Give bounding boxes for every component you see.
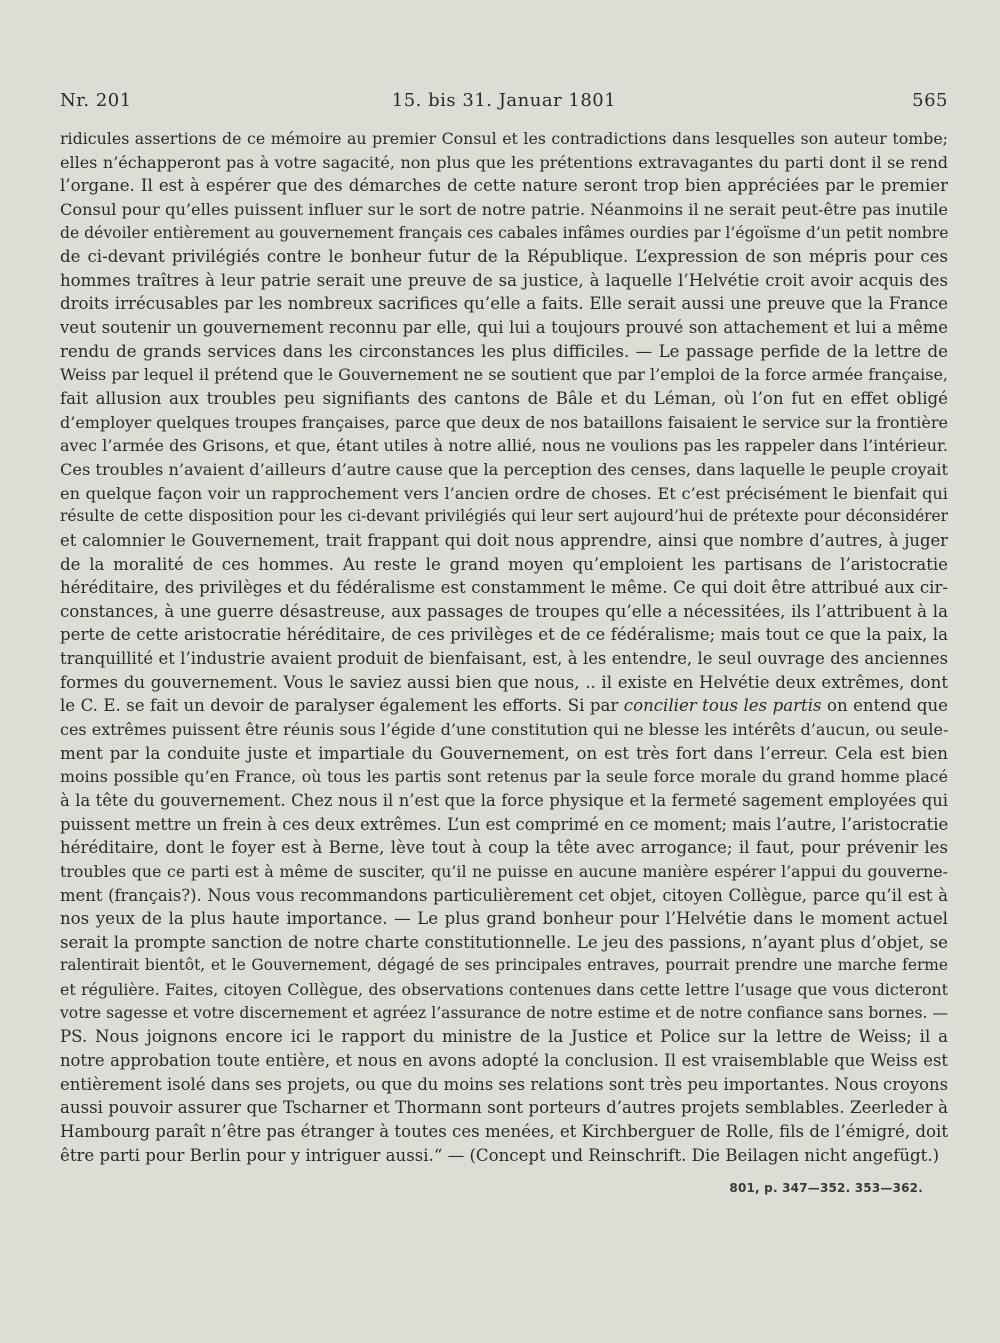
text-line: aussi pouvoir assurer que Tscharner et Thormann sont porteurs d’autres projets semblables. Zeerleder à (60, 1098, 948, 1118)
text-line: et calomnier le Gouvernement, trait frappant qui doit nous apprendre, ainsi que nombre d’autres, à juger (60, 530, 948, 550)
text-line: fait allusion aux troubles peu signifiants des cantons de Bâle et du Léman, où l’on fut en effet obligé (60, 389, 948, 409)
text-line: notre approbation toute entière, et nous en avons adopté la conclusion. Il est vraisemblable que Weiss est (60, 1050, 948, 1070)
text-line: serait la prompte sanction de notre charte constitutionnelle. Le jeu des passions, n’ayant plus d’objet, se (60, 932, 948, 952)
text-line: être parti pour Berlin pour y intriguer aussi.“ — (Concept und Reinschrift. Die Beilagen nicht angefügt.) (60, 1145, 940, 1165)
text-line: hommes traîtres à leur patrie serait une preuve de sa justice, à laquelle l’Helvétie croit avoir acquis des (60, 270, 948, 290)
text-line: ralentirait bientôt, et le Gouvernement, dégagé de ses principales entraves, pourrait prendre une marche ferme (60, 956, 948, 975)
text-line: à la tête du gouvernement. Chez nous il n’est que la force physique et la fermeté sagement employées qui (60, 790, 948, 810)
text-line: troubles que ce parti est à même de susciter, qu’il ne puisse en aucune manière espérer l’appui du gouverne- (60, 861, 948, 881)
text-line: résulte de cette disposition pour les ci-devant privilégiés qui leur sert aujourd’hui de prétexte pour déconsidérer (60, 507, 948, 526)
text-line: le C. E. se fait un devoir de paralyser également les efforts. Si par concilier tous les partis on entend que (60, 696, 948, 716)
text-line: nos yeux de la plus haute importance. — Le plus grand bonheur pour l’Helvétie dans le moment actuel (60, 909, 948, 929)
text-line: héréditaire, dont le foyer est à Berne, lève tout à coup la tête avec arrogance; il faut, pour prévenir les (60, 838, 948, 858)
text-line: avec l’armée des Grisons, et que, étant utiles à notre allié, nous ne voulions pas les rappeler dans l’intérieur. (60, 436, 948, 456)
text-line: elles n’échapperont pas à votre sagacité, non plus que les prétentions extravagantes du parti dont il se rend (60, 152, 948, 172)
text-line: formes du gouvernement. Vous le saviez aussi bien que nous, .. il existe en Helvétie deux extrêmes, dont (60, 672, 948, 692)
text-line: ces extrêmes puissent être réunis sous l’égide d’une constitution qui ne blesse les intérêts d’aucun, ou seule- (60, 720, 948, 740)
text-line: moins possible qu’en France, où tous les partis sont retenus par la seule force morale du grand homme placé (60, 767, 948, 787)
running-header (60, 90, 948, 116)
text-line: Hambourg paraît n’être pas étranger à toutes ces menées, et Kirchberguer de Rolle, fils de l’émigré, doit (60, 1121, 948, 1141)
page-number: 565 (912, 90, 948, 111)
document-number: Nr. 201 (60, 90, 132, 111)
source-reference: 801, p. 347—352. 353—362. (729, 1181, 923, 1195)
text-line: entièrement isolé dans ses projets, ou que du moins ses relations sont très peu importantes. Nous croyons (60, 1074, 948, 1094)
text-line: tranquillité et l’industrie avaient produit de bienfaisant, est, à les entendre, le seul ouvrage des anciennes (60, 649, 948, 669)
text-line: droits irrécusables par les nombreux sacrifices qu’elle a faits. Elle serait aussi une preuve que la France (60, 294, 948, 314)
text-line: de dévoiler entièrement au gouvernement français ces cabales infâmes ourdies par l’égoïsme d’un petit nombre (60, 223, 948, 242)
text-line: puissent mettre un frein à ces deux extrêmes. L’un est comprimé en ce moment; mais l’autre, l’aristocratie (60, 814, 948, 834)
body-text (60, 127, 948, 1167)
text-line: en quelque façon voir un rapprochement vers l’ancien ordre de choses. Et c’est précisément le bienfait qui (60, 483, 948, 503)
text-line: Ces troubles n’avaient d’ailleurs d’autre cause que la perception des censes, dans laquelle le peuple croyait (60, 459, 948, 479)
text-line: ment par la conduite juste et impartiale du Gouvernement, on est très fort dans l’erreur. Cela est bien (60, 743, 948, 763)
text-line: de ci-devant privilégiés contre le bonheur futur de la République. L’expression de son mépris pour ces (60, 247, 948, 267)
text-line: votre sagesse et votre discernement et agréez l’assurance de notre estime et de notre confiance sans bornes. — (60, 1003, 948, 1022)
text-line: ridicules assertions de ce mémoire au premier Consul et les contradictions dans lesquelles son auteur tombe; (60, 129, 948, 148)
text-line: héréditaire, des privilèges et du fédéralisme est constamment le même. Ce qui doit être attribué aux cir- (60, 578, 948, 598)
text-line: constances, à une guerre désastreuse, aux passages de troupes qu’elle a nécessitées, ils l’attribuent à la (60, 601, 948, 621)
text-line: perte de cette aristocratie héréditaire, de ces privilèges et de ce fédéralisme; mais tout ce que la paix, la (60, 625, 948, 645)
text-line: rendu de grands services dans les circonstances les plus difficiles. — Le passage perfide de la lettre de (60, 341, 948, 361)
text-line: ment (français?). Nous vous recommandons particulièrement cet objet, citoyen Collègue, parce qu’il est à (60, 885, 948, 905)
italic-phrase: concilier tous les partis (623, 696, 822, 716)
text-line: Consul pour qu’elles puissent influer sur le sort de notre patrie. Néanmoins il ne serait peut-être pas inutile (60, 199, 948, 219)
text-line: PS. Nous joignons encore ici le rapport du ministre de la Justice et Police sur la lettre de Weiss; il a (60, 1027, 948, 1047)
text-line: de la moralité de ces hommes. Au reste le grand moyen qu’emploient les partisans de l’aristocratie (60, 554, 948, 574)
text-line: d’employer quelques troupes françaises, parce que deux de nos bataillons faisaient le service sur la frontière (60, 412, 948, 432)
text-line: Weiss par lequel il prétend que le Gouvernement ne se soutient que par l’emploi de la force armée française, (60, 365, 948, 385)
text-line: l’organe. Il est à espérer que des démarches de cette nature seront trop bien appréciées par le premier (60, 176, 948, 196)
text-line: veut soutenir un gouvernement reconnu par elle, qui lui a toujours prouvé son attachement et lui a même (60, 318, 948, 338)
date-range: 15. bis 31. Januar 1801 (391, 90, 617, 111)
text-line: et régulière. Faites, citoyen Collègue, des observations contenues dans cette lettre l’usage que vous dicteront (60, 980, 948, 1000)
